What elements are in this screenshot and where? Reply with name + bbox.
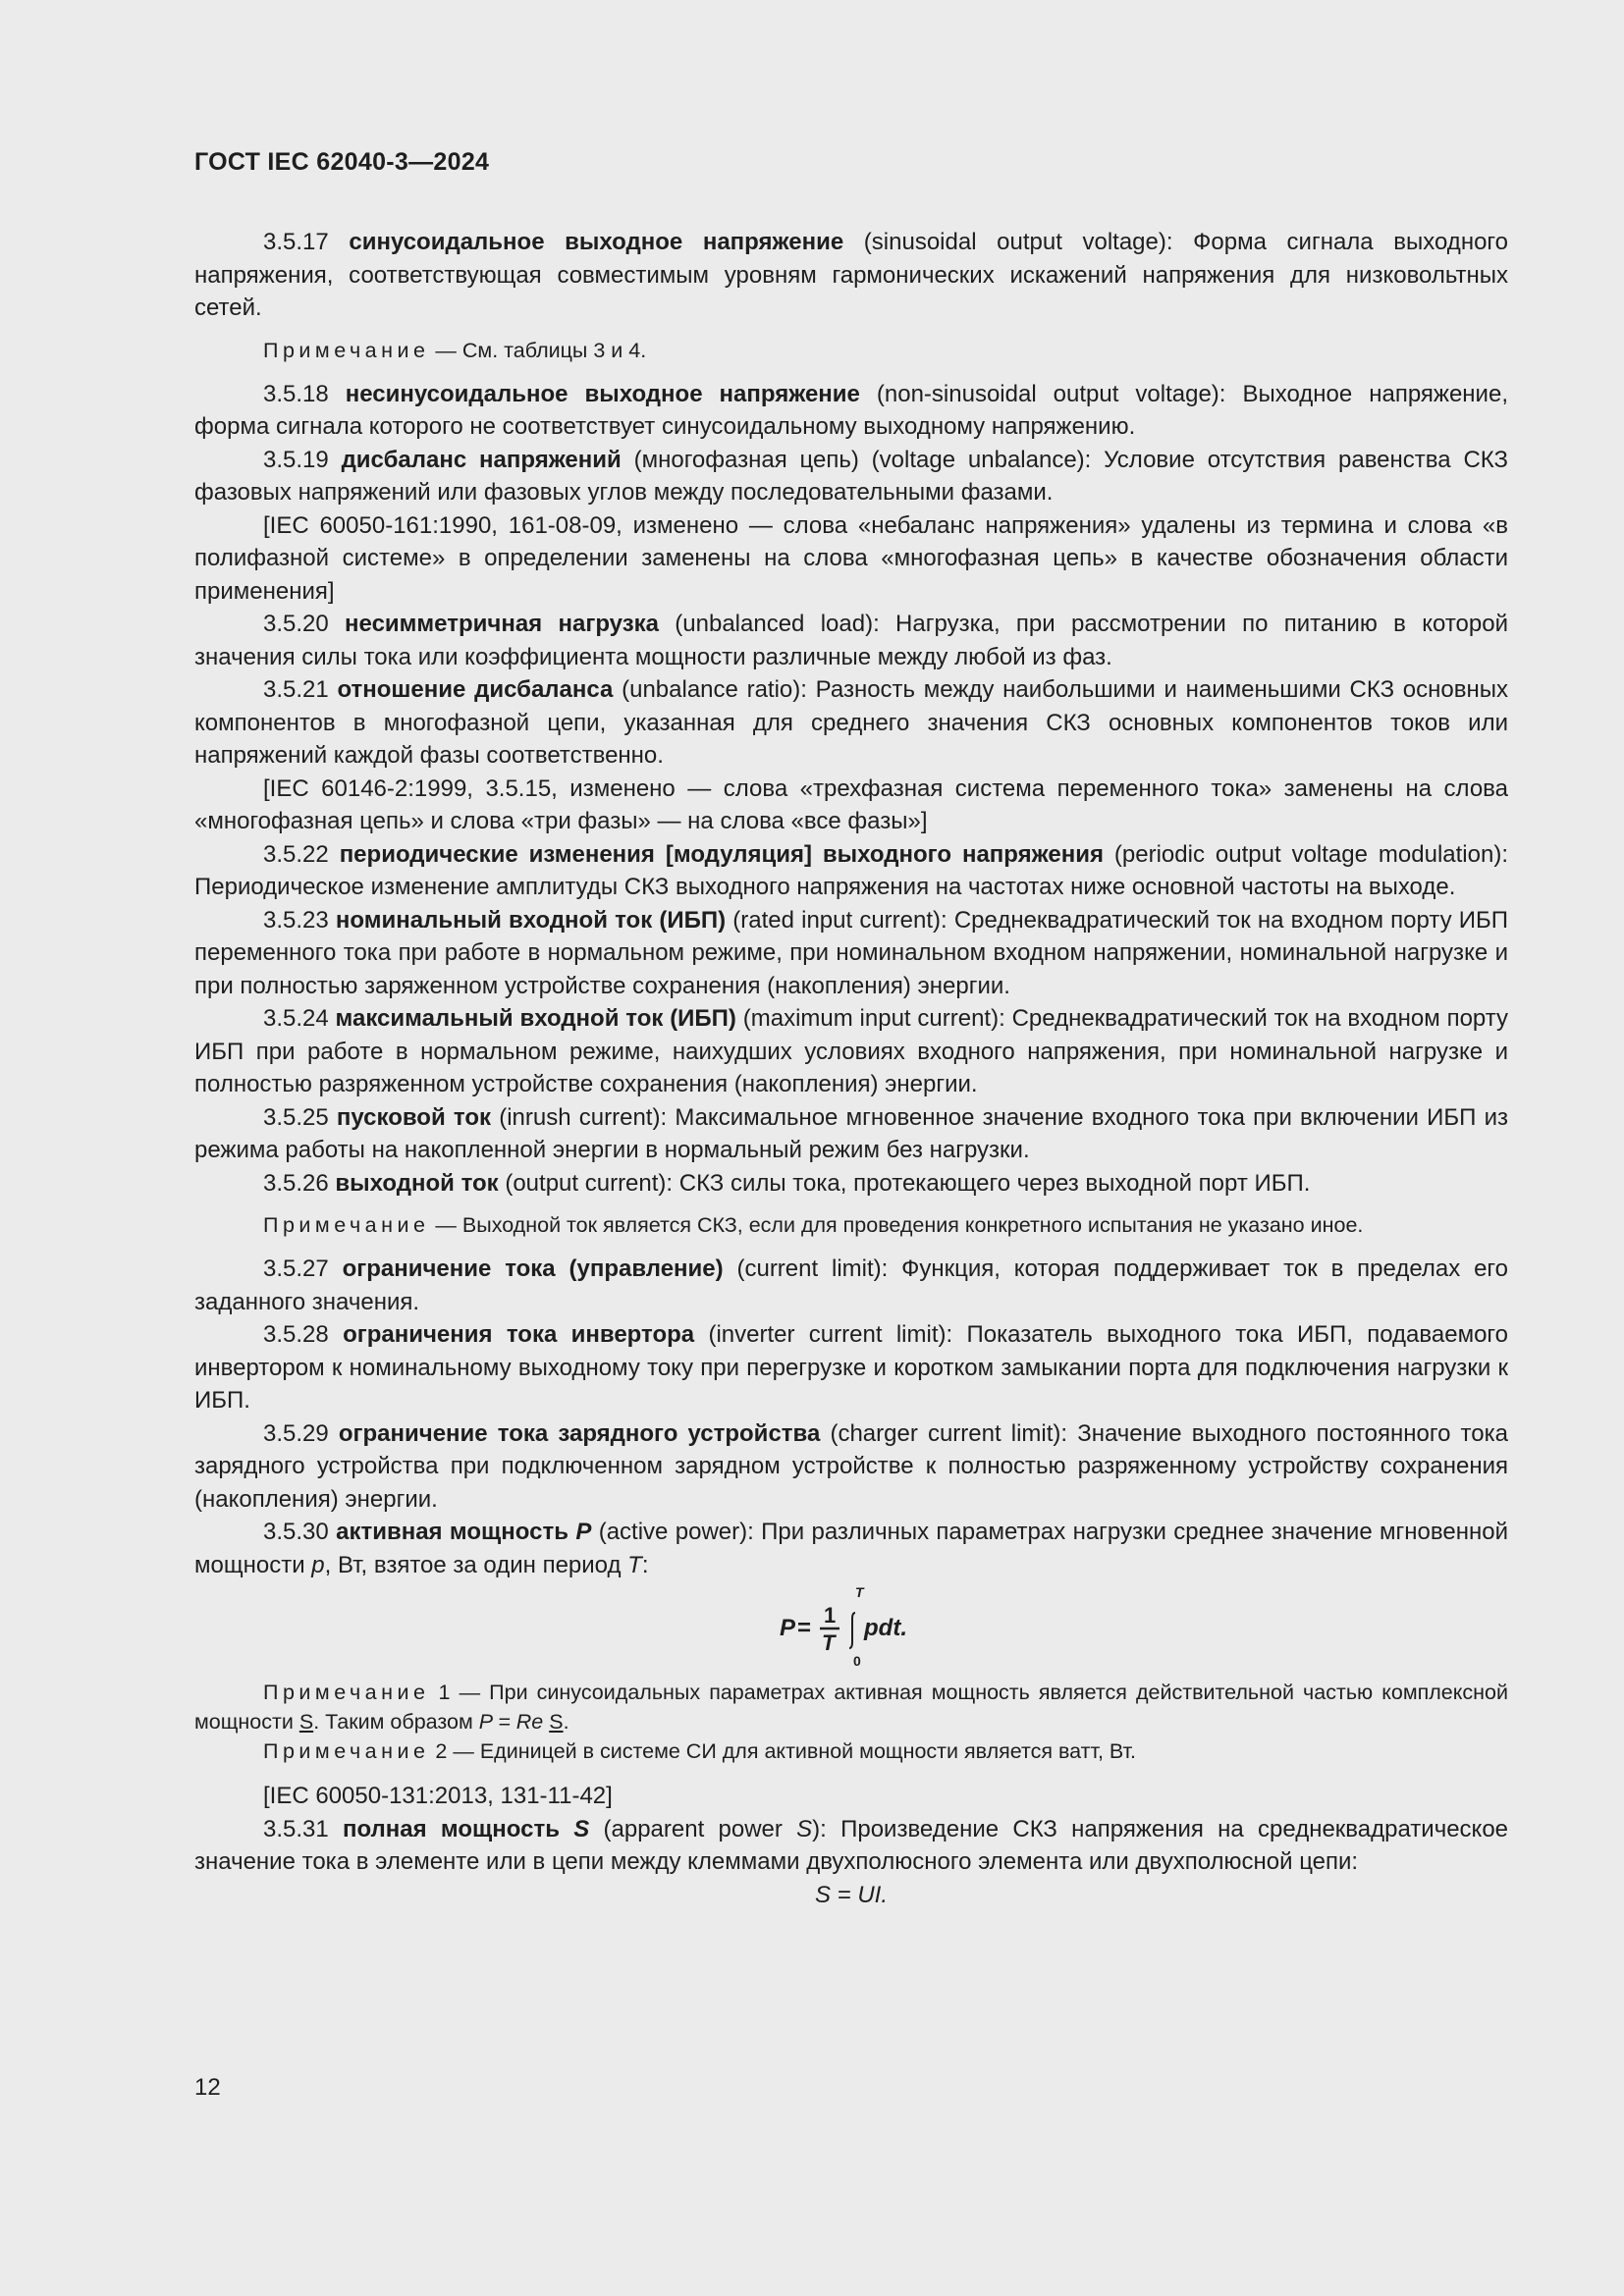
term: номинальный входной ток (ИБП) [335, 906, 727, 934]
document-body [194, 226, 1508, 1911]
paragraph-3-5-26: 3.5.26 выходной ток (output current): СКЗ силы тока, протекающего через выходной порт ИБП. [263, 1169, 1311, 1197]
note: Примечание — См. таблицы 3 и 4. [263, 338, 647, 362]
note: Примечание 1 — При синусоидальных параметрах активная мощность является действительной частью комплексной мощности S. Таким образом P = Re S. [194, 1681, 1508, 1734]
term: полная мощность S [343, 1815, 590, 1842]
integral-icon [849, 1613, 855, 1648]
formula-denominator: T [822, 1630, 836, 1655]
paragraph-3-5-31: 3.5.31 полная мощность S (apparent power S): Произведение СКЗ напряжения на среднеквадратическое значение тока в элементе или в цепи между клеммами двухполюсного элемента или двухполюсной цепи: [194, 1815, 1509, 1875]
paragraph-3-5-25: 3.5.25 пусковой ток (inrush current): Максимальное мгновенное значение входного тока при включении ИБП из режима работы на накопленной энергии в нормальный режим без нагрузки. [194, 1103, 1508, 1163]
formula-integrand: pdt. [864, 1615, 907, 1641]
term: ограничение тока зарядного устройства [338, 1419, 821, 1447]
paragraph-3-5-28: 3.5.28 ограничения тока инвертора (inverter current limit): Показатель выходного тока ИБП, подаваемого инвертором к номинальному выходному току при перегрузке и коротком замыкании порта для подключения нагрузки к ИБП. [194, 1321, 1508, 1414]
formula-lhs: P [780, 1615, 796, 1641]
formula-equals: = [797, 1615, 812, 1641]
term: несимметричная нагрузка [345, 611, 659, 637]
source-reference: [IEC 60050-131:2013, 131-11-42] [263, 1783, 613, 1809]
formula-numerator: 1 [824, 1603, 837, 1628]
note-label: Примечание [263, 1681, 430, 1704]
term: пусковой ток [336, 1103, 492, 1131]
term: ограничение тока (управление) [342, 1255, 724, 1282]
note: Примечание 2 — Единицей в системе СИ для активной мощности является ватт, Вт. [263, 1739, 1136, 1763]
term: синусоидальное выходное напряжение [349, 229, 844, 255]
source-reference: [IEC 60146-2:1999, 3.5.15, изменено — слова «трехфазная система переменного тока» заменены на слова «многофазная цепь» и слова «три фазы» — на слова «все фазы»] [194, 774, 1508, 834]
paragraph-3-5-18: 3.5.18 несинусоидальное выходное напряжение (non-sinusoidal output voltage): Выходное напряжение, форма сигнала которого не соответствует синусоидальному выходному напряжению. [194, 380, 1508, 440]
active-power-formula [194, 1581, 1508, 1674]
source-reference: [IEC 60050-161:1990, 161-08-09, изменено — слова «небаланс напряжения» удалены из термина и слова «в полифазной системе» в определении заменены на слова «многофазная цепь» в качестве обозначения области применения] [194, 511, 1508, 605]
term: несинусоидальное выходное напряжение [345, 380, 860, 407]
paragraph-3-5-21: 3.5.21 отношение дисбаланса (unbalance ratio): Разность между наибольшими и наименьшими СКЗ основных компонентов в многофазной цепи, указанная для среднего значения СКЗ основных компонентов токов или напряжений каждой фазы соответственно. [194, 676, 1508, 769]
term: отношение дисбаланса [337, 676, 614, 703]
paragraph-3-5-17: 3.5.17 синусоидальное выходное напряжение (sinusoidal output voltage): Форма сигнала выходного напряжения, соответствующая совместимым уровням гармонических искажений напряжения для низковольтных сетей. [194, 229, 1508, 321]
term: активная мощность P [336, 1519, 592, 1545]
term: дисбаланс напряжений [341, 446, 622, 473]
note: Примечание — Выходной ток является СКЗ, если для проведения конкретного испытания не указано иное. [263, 1213, 1364, 1237]
term: периодические изменения [модуляция] выходного напряжения [339, 840, 1104, 868]
paragraph-3-5-20: 3.5.20 несимметричная нагрузка (unbalanced load): Нагрузка, при рассмотрении по питанию в которой значения силы тока или коэффициента мощности различные между любой из фаз. [194, 611, 1508, 670]
paragraph-3-5-22: 3.5.22 периодические изменения [модуляция] выходного напряжения (periodic output voltage modulation): Периодическое изменение амплитуды СКЗ выходного напряжения на частотах ниже основной частоты на выходе. [194, 840, 1508, 900]
apparent-power-formula: S = UI. [814, 1881, 889, 1908]
paragraph-3-5-27: 3.5.27 ограничение тока (управление) (current limit): Функция, которая поддерживает ток в пределах его заданного значения. [194, 1255, 1508, 1315]
document-header: ГОСТ IEC 62040-3—2024 [194, 148, 490, 176]
term: максимальный входной ток (ИБП) [335, 1005, 736, 1032]
paragraph-3-5-19: 3.5.19 дисбаланс напряжений (многофазная цепь) (voltage unbalance): Условие отсутствия равенства СКЗ фазовых напряжений или фазовых углов между последовательными фазами. [194, 446, 1508, 506]
formula-graphic [778, 1583, 925, 1672]
note-label: Примечание [263, 1213, 430, 1237]
integral-lower-limit: 0 [853, 1653, 861, 1669]
paragraph-3-5-24: 3.5.24 максимальный входной ток (ИБП) (maximum input current): Среднеквадратический ток на входном порту ИБП при работе в нормальном режиме, наихудших условиях входного напряжения, при номинальной нагрузке и полностью разряженном устройстве сохранения (накопления) энергии. [194, 1005, 1508, 1097]
paragraph-3-5-29: 3.5.29 ограничение тока зарядного устройства (charger current limit): Значение выходного постоянного тока зарядного устройства при подключенном зарядном устройстве к полностью разряженному устройству сохранения (накопления) энергии. [194, 1419, 1508, 1513]
paragraph-3-5-30: 3.5.30 активная мощность P (active power): При различных параметрах нагрузки среднее значение мгновенной мощности p, Вт, взятое за один период T: [194, 1519, 1508, 1578]
term: ограничения тока инвертора [343, 1321, 695, 1348]
page-number: 12 [194, 2074, 221, 2101]
term: выходной ток [335, 1169, 499, 1197]
paragraph-3-5-23: 3.5.23 номинальный входной ток (ИБП) (rated input current): Среднеквадратический ток на входном порту ИБП переменного тока при работе в нормальном режиме, при номинальном входном напряжении, номинальной нагрузке и при полностью заряженном устройстве сохранения (накопления) энергии. [194, 906, 1509, 999]
integral-upper-limit: T [855, 1584, 864, 1600]
note-label: Примечание [263, 1739, 430, 1763]
note-label: Примечание [263, 338, 430, 362]
